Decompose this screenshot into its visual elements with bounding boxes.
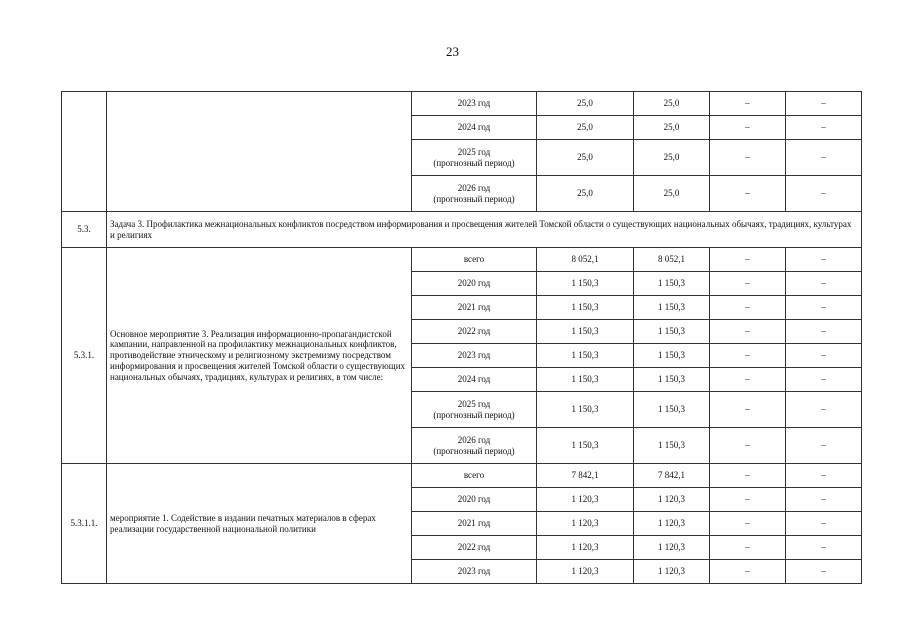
task-description: Задача 3. Профилактика межнациональных конфликтов посредством информирования и просвещения жителей Томской области о существующих национальных обычаях, традициях, культурах и религиях (107, 212, 862, 248)
year-cell: 2024 год (412, 116, 537, 140)
budget-value: 25,0 (634, 140, 710, 176)
total-value: 1 120,3 (537, 512, 634, 536)
activity-description: мероприятие 1. Содействие в издании печатных материалов в сферах реализации государственной национальной политики (107, 464, 412, 584)
budget-value: 25,0 (634, 176, 710, 212)
total-value: 1 150,3 (537, 320, 634, 344)
table-row (62, 212, 862, 248)
total-value: 1 150,3 (537, 272, 634, 296)
total-value: 25,0 (537, 116, 634, 140)
budget-value: 1 120,3 (634, 560, 710, 584)
total-value: 25,0 (537, 176, 634, 212)
year-cell: 2022 год (412, 536, 537, 560)
dash-cell: – (710, 368, 786, 392)
total-value: 1 120,3 (537, 488, 634, 512)
budget-value: 25,0 (634, 92, 710, 116)
activity-description: Основное мероприятие 3. Реализация информационно-пропагандистской кампании, направленной на профилактику межнациональных конфликтов, противодействие этническому и религиозному экстремизму посредством информирования и просвещения жителей Томской области о существующих национальных обычаях, традициях, культурах и религиях, в том числе: (107, 248, 412, 464)
total-value: 1 120,3 (537, 560, 634, 584)
dash-cell: – (710, 320, 786, 344)
budget-value: 1 120,3 (634, 536, 710, 560)
year-cell: 2026 год (прогнозный период) (412, 428, 537, 464)
year-cell: всего (412, 464, 537, 488)
dash-cell: – (710, 488, 786, 512)
dash-cell: – (786, 428, 862, 464)
dash-cell: – (786, 536, 862, 560)
dash-cell: – (710, 464, 786, 488)
table-row (62, 92, 862, 116)
year-cell: 2023 год (412, 92, 537, 116)
dash-cell: – (786, 320, 862, 344)
budget-value: 8 052,1 (634, 248, 710, 272)
total-value: 25,0 (537, 92, 634, 116)
budget-value: 1 120,3 (634, 488, 710, 512)
budget-value: 1 150,3 (634, 344, 710, 368)
year-cell: 2020 год (412, 488, 537, 512)
dash-cell: – (710, 560, 786, 584)
dash-cell: – (786, 92, 862, 116)
dash-cell: – (710, 116, 786, 140)
dash-cell: – (786, 560, 862, 584)
dash-cell: – (710, 344, 786, 368)
row-code: 5.3.1.1. (62, 464, 107, 584)
dash-cell: – (710, 176, 786, 212)
total-value: 1 120,3 (537, 536, 634, 560)
dash-cell: – (710, 296, 786, 320)
total-value: 1 150,3 (537, 392, 634, 428)
dash-cell: – (710, 512, 786, 536)
total-value: 7 842,1 (537, 464, 634, 488)
row-code: 5.3. (62, 212, 107, 248)
dash-cell: – (710, 248, 786, 272)
budget-table (61, 91, 862, 584)
year-cell: 2021 год (412, 296, 537, 320)
budget-value: 7 842,1 (634, 464, 710, 488)
year-cell: 2023 год (412, 560, 537, 584)
table-row (62, 464, 862, 488)
budget-value: 1 120,3 (634, 512, 710, 536)
total-value: 1 150,3 (537, 296, 634, 320)
dash-cell: – (786, 272, 862, 296)
dash-cell: – (786, 464, 862, 488)
dash-cell: – (786, 296, 862, 320)
page-number: 23 (446, 44, 459, 59)
budget-value: 25,0 (634, 116, 710, 140)
dash-cell: – (710, 272, 786, 296)
dash-cell: – (710, 392, 786, 428)
year-cell: 2026 год (прогнозный период) (412, 176, 537, 212)
total-value: 1 150,3 (537, 344, 634, 368)
table-row (62, 248, 862, 272)
dash-cell: – (786, 176, 862, 212)
year-cell: 2024 год (412, 368, 537, 392)
budget-value: 1 150,3 (634, 272, 710, 296)
row-code-cell (62, 92, 107, 212)
total-value: 25,0 (537, 140, 634, 176)
budget-value: 1 150,3 (634, 392, 710, 428)
year-cell: 2025 год (прогнозный период) (412, 392, 537, 428)
description-cell (107, 92, 412, 212)
total-value: 1 150,3 (537, 428, 634, 464)
year-cell: 2023 год (412, 344, 537, 368)
budget-value: 1 150,3 (634, 428, 710, 464)
row-code: 5.3.1. (62, 248, 107, 464)
dash-cell: – (710, 140, 786, 176)
total-value: 8 052,1 (537, 248, 634, 272)
dash-cell: – (710, 536, 786, 560)
budget-value: 1 150,3 (634, 296, 710, 320)
dash-cell: – (786, 512, 862, 536)
year-cell: 2025 год (прогнозный период) (412, 140, 537, 176)
dash-cell: – (786, 488, 862, 512)
year-cell: всего (412, 248, 537, 272)
dash-cell: – (786, 392, 862, 428)
dash-cell: – (710, 428, 786, 464)
dash-cell: – (786, 368, 862, 392)
year-cell: 2022 год (412, 320, 537, 344)
dash-cell: – (786, 248, 862, 272)
total-value: 1 150,3 (537, 368, 634, 392)
dash-cell: – (786, 140, 862, 176)
year-cell: 2021 год (412, 512, 537, 536)
dash-cell: – (710, 92, 786, 116)
budget-value: 1 150,3 (634, 368, 710, 392)
year-cell: 2020 год (412, 272, 537, 296)
dash-cell: – (786, 116, 862, 140)
budget-value: 1 150,3 (634, 320, 710, 344)
dash-cell: – (786, 344, 862, 368)
